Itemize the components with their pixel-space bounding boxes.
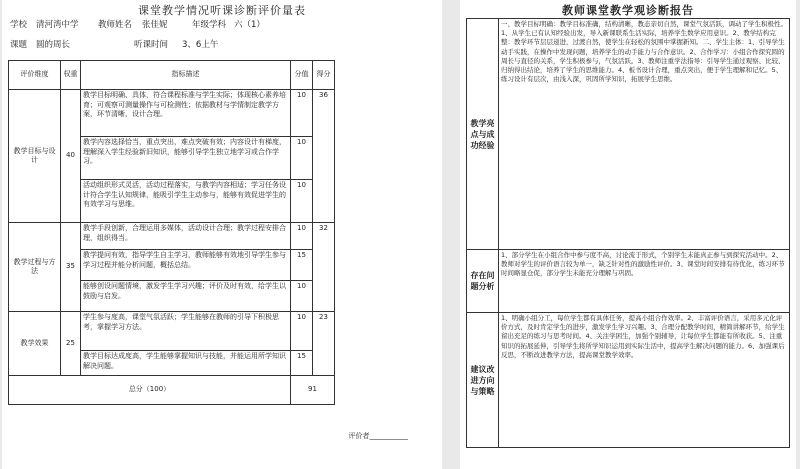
section-got: 32: [313, 223, 335, 312]
header-score: 分值: [291, 61, 313, 90]
table-row: [467, 313, 790, 448]
table-header-row: [9, 61, 335, 90]
section-weight: 25: [61, 312, 81, 376]
suggestions-text: 1、明确小组分工，每位学生都有具体任务，提高小组合作效率。2、丰富评价语言，采用多元化评价方式，及时肯定学生的进步，激发学生学习兴趣。3、合理分配教学时间，精简讲解环节，给学生留出充足的练习与思考时间。4、关注学困生，加强个别辅导，让每位学生都能有所收获。5、注重知识的拓展延伸，引导学生将所学知识运用到实际生活中，提高学生解决问题的能力。6、加强课后反思，不断改进教学方法，提高课堂教学效率。: [499, 313, 790, 448]
table-row: [9, 90, 335, 137]
total-label: 总分（100）: [9, 376, 291, 405]
time-value: 3、6上午: [182, 40, 219, 50]
indicator-text: 活动组织形式灵活，活动过程落实，与教学内容相适；学习任务设计符合学生认知规律，能吸引学生主动参与，能够有效促进学生的有效学习与思维。: [81, 180, 291, 223]
indicator-score: 15: [291, 351, 313, 376]
indicator-score: 10: [291, 281, 313, 312]
section-weight: 40: [61, 90, 81, 223]
report-title: 教师课堂教学观诊断报告: [562, 4, 694, 17]
highlights-text: 一、教学目标明确：教学目标准确，结构清晰，教态亲切自然，课堂气氛活跃，调动了学生积极性。1、从学生已有认知经验出发，导入新课联系生活实际，培养学生数学应用意识。2、教学结构完整：教学环节层层递进，过渡自然，使学生在轻松的氛围中掌握新知。二、学生主体：1、引导学生动手实践，在操作中发现问题，培养学生的动手能力与合作意识。2、合作学习：小组合作探究圆的周长与直径的关系，学生积极参与，气氛活跃。3、教师注重学法指导：引导学生通过观察、比较、归纳得出结论，培养了学生的思维能力。4、板书设计合理，重点突出，便于学生理解和记忆。5、练习设计有层次，由浅入深，巩固所学知识，拓展学生思维。: [499, 19, 790, 250]
header-dimension: 评价维度: [9, 61, 61, 90]
section-weight: 35: [61, 223, 81, 312]
indicator-text: 教学目标明确、具体，符合课程标准与学生实际；体现核心素养培育；可观察可测量操作与可检测性；依据教材与学情制定教学方案，环节清晰，设计合理。: [81, 90, 291, 137]
indicator-score: 10: [291, 137, 313, 180]
time-label: 听课时间: [134, 40, 169, 50]
section-dimension: 教学过程与方法: [9, 223, 61, 312]
evaluation-sheet: [2, 0, 442, 469]
indicator-text: 学生参与度高，课堂气氛活跃；学生能够在教师的引导下积极思考，掌握学习方法。: [81, 312, 291, 351]
signature-line: 评价者___________: [348, 432, 408, 440]
header-weight: 权重: [61, 61, 81, 90]
header-got: 得分: [313, 61, 335, 90]
table-row: [467, 19, 790, 250]
section-dimension: 教学目标与设计: [9, 90, 61, 223]
category-problems: 存在问题分析: [467, 250, 499, 313]
category-suggestions: 建议改进方向与策略: [467, 313, 499, 448]
teacher-value: 张佳妮: [142, 20, 168, 30]
topic-label: 课题: [10, 40, 28, 50]
indicator-text: 能够创设问题情境，激发学生学习兴趣；评价及时有效，给学生以鼓励与启发。: [81, 281, 291, 312]
table-row: [9, 223, 335, 250]
category-highlights: 教学亮点与成功经验: [467, 19, 499, 250]
evaluation-table: [8, 60, 335, 405]
indicator-score: 10: [291, 312, 313, 351]
indicator-score: 10: [291, 223, 313, 250]
section-got: 23: [313, 312, 335, 376]
indicator-text: 教学手段创新，合理运用多媒体，活动设计合理；教学过程安排合理，组织得当。: [81, 223, 291, 250]
indicator-text: 教学内容选择恰当，重点突出，难点突破有效；内容设计有梯度，理解深入学生经验新旧知识，能够引导学生独立地学习或合作学习。: [81, 137, 291, 180]
problems-text: 1、部分学生在小组合作中参与度不高，讨论流于形式，个别学生未能真正参与到探究活动中。2、教师对学生的评价语言较为单一，缺乏针对性的激励性评价。3、课堂时间安排有待优化，练习环节时间略显仓促，部分学生未能充分理解与巩固。: [499, 250, 790, 313]
indicator-text: 教学目标达成度高，学生能够掌握知识与技能，并能运用所学知识解决问题。: [81, 351, 291, 376]
evaluation-title: 课堂教学情况听课诊断评价量表: [138, 4, 306, 17]
school-value: 清河湾中学: [36, 20, 79, 30]
section-dimension: 教学效果: [9, 312, 61, 376]
diagnosis-report: [460, 0, 796, 469]
total-row: [9, 376, 335, 405]
teacher-label: 教师姓名: [98, 20, 133, 30]
topic-value: 圆的周长: [36, 40, 71, 50]
table-row: [9, 312, 335, 351]
indicator-score: 10: [291, 90, 313, 137]
indicator-text: 教学提问有效，指导学生自主学习，教师能够有效地引导学生参与学习过程并能分析问题，概括总结。: [81, 250, 291, 281]
indicator-score: 15: [291, 250, 313, 281]
table-row: [467, 250, 790, 313]
section-got: 36: [313, 90, 335, 223]
header-indicator: 指标描述: [81, 61, 291, 90]
school-label: 学校: [10, 20, 28, 30]
total-value: 91: [291, 376, 335, 405]
indicator-score: 10: [291, 180, 313, 223]
diagnosis-table: [466, 18, 790, 448]
grade-label: 年级学科: [192, 20, 227, 30]
meta-row-1: [2, 18, 442, 32]
meta-row-2: [2, 38, 442, 52]
grade-value: 六（1）: [234, 20, 265, 30]
